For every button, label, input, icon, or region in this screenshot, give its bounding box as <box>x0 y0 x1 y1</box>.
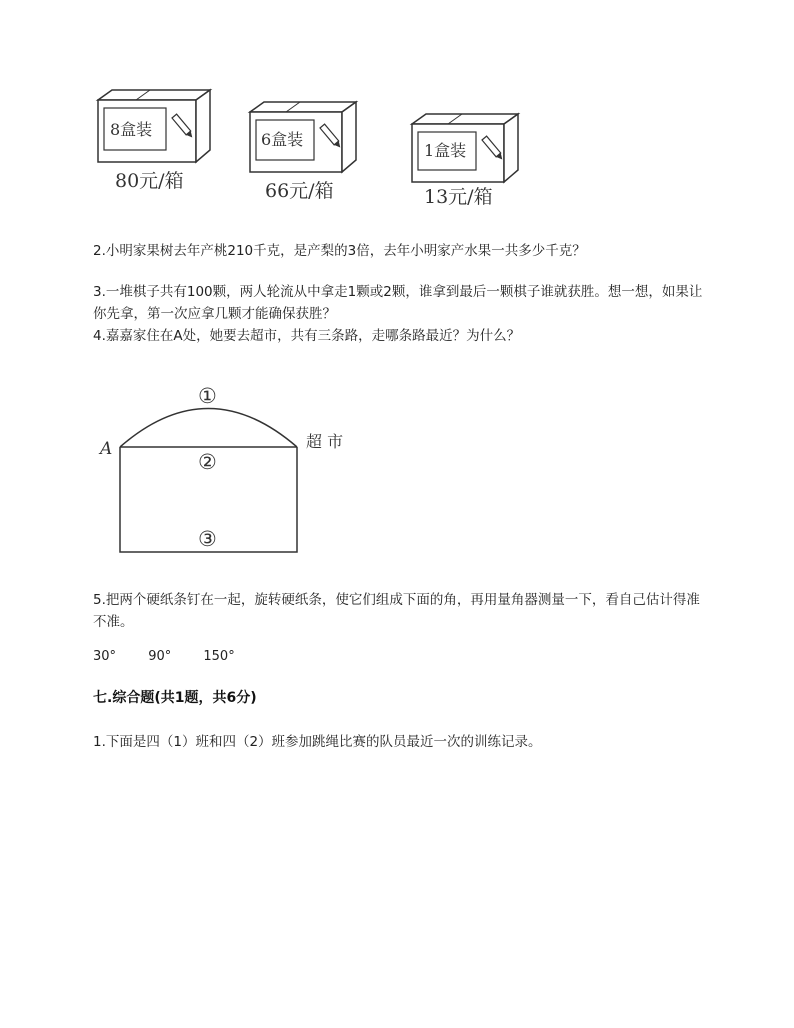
box-6-pack <box>250 102 356 172</box>
route-1-label: ① <box>198 384 217 408</box>
route-2-label: ② <box>198 450 217 474</box>
route-1-arc <box>120 409 297 448</box>
angle-30: 30° <box>93 649 117 664</box>
price-8-pack: 80元/箱 <box>115 170 184 192</box>
supermarket-label: 超 市 <box>306 432 344 451</box>
question-5: 5.把两个硬纸条钉在一起，旋转硬纸条，使它们组成下面的角，再用量角器测量一下，看自己估计得准不准。 <box>93 592 700 630</box>
price-1-pack: 13元/箱 <box>424 186 493 208</box>
section-7-question-1: 1.下面是四（1）班和四（2）班参加跳绳比赛的队员最近一次的训练记录。 <box>93 734 542 750</box>
route-diagram <box>90 375 380 565</box>
box-illustrations <box>0 0 794 230</box>
question-3: 3.一堆棋子共有100颗，两人轮流从中拿走1颗或2颗，谁拿到最后一颗棋子谁就获胜。想一想，如果让你先拿，第一次应拿几颗才能确保获胜？ <box>93 284 703 322</box>
section-7-title: 七.综合题(共1题，共6分) <box>93 690 257 706</box>
box-label-3: 1盒装 <box>424 141 467 160</box>
angle-list <box>93 649 263 664</box>
box-label-2: 6盒装 <box>261 130 304 149</box>
question-2: 2.小明家果树去年产桃210千克，是产梨的3倍，去年小明家产水果一共多少千克？ <box>93 243 586 259</box>
price-6-pack: 66元/箱 <box>265 180 334 202</box>
angle-150: 150° <box>203 649 235 664</box>
point-a-label: A <box>100 439 113 459</box>
box-8-pack <box>98 90 210 162</box>
box-label-1: 8盒装 <box>110 120 153 139</box>
route-3-label: ③ <box>198 527 217 551</box>
box-1-pack <box>412 114 518 182</box>
angle-90: 90° <box>148 649 172 664</box>
question-4: 4.嘉嘉家住在A处，她要去超市，共有三条路，走哪条路最近？为什么？ <box>93 328 521 344</box>
